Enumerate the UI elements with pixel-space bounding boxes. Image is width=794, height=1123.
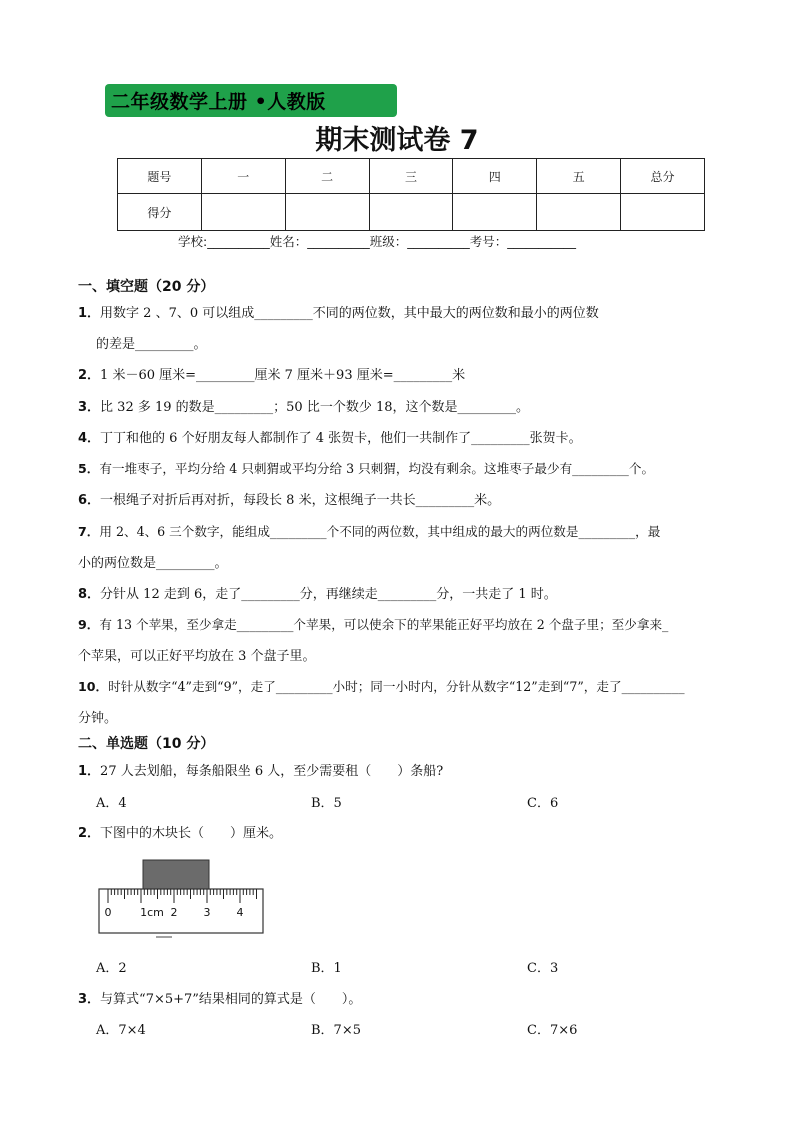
grade-badge-text: 二年级数学上册 •人教版 xyxy=(111,91,326,113)
option-a[interactable]: A．2 xyxy=(96,961,127,976)
wood-block xyxy=(143,860,209,890)
score-cell: 四 xyxy=(453,159,537,194)
option-b[interactable]: B．7×5 xyxy=(311,1023,361,1038)
question-line: 1．用数字 2 、7、0 可以组成_________不同的两位数，其中最大的两位数和最小的两位数 xyxy=(78,306,599,321)
score-input-cell[interactable] xyxy=(537,194,621,231)
option-c[interactable]: C．7×6 xyxy=(527,1023,578,1038)
score-input-cell[interactable] xyxy=(285,194,369,231)
question-line: 1．27 人去划船，每条船限坐 6 人，至少需要租（ ）条船? xyxy=(78,764,444,779)
ruler-label: 3 xyxy=(203,906,211,919)
score-input-cell[interactable] xyxy=(201,194,285,231)
ruler-label: 1cm xyxy=(140,906,164,919)
score-cell: 三 xyxy=(369,159,453,194)
option-c[interactable]: C．3 xyxy=(527,961,559,976)
question-line: 3．比 32 多 19 的数是_________；50 比一个数少 18，这个数是_________。 xyxy=(78,400,530,415)
score-input-cell[interactable] xyxy=(453,194,537,231)
question-line: 7．用 2、4、6 三个数字，能组成_________个不同的两位数，其中组成的最大的两位数是_________，最 xyxy=(78,524,661,539)
score-cell: 一 xyxy=(201,159,285,194)
question-line: 3．与算式“7×5+7”结果相同的算式是（ ）。 xyxy=(78,992,362,1007)
question-line: 小的两位数是_________。 xyxy=(78,556,228,571)
option-a[interactable]: A．4 xyxy=(96,796,127,811)
question-line: 2．1 米－60 厘米=_________厘米 7 厘米＋93 厘米=_________米 xyxy=(78,368,466,383)
score-table-header-row xyxy=(118,159,705,194)
question-line: 9．有 13 个苹果，至少拿走_________个苹果，可以使余下的苹果能正好平均放在 2 个盘子里；至少拿来_ xyxy=(78,617,669,632)
ruler-label: 2 xyxy=(170,906,178,919)
score-input-cell[interactable] xyxy=(621,194,705,231)
question-line: 个苹果，可以正好平均放在 3 个盘子里。 xyxy=(78,649,316,664)
question-line: 10．时针从数字“4”走到“9”，走了_________小时；同一小时内，分针从数字“12”走到“7”，走了__________ xyxy=(78,679,685,694)
section-heading: 二、单选题（10 分） xyxy=(78,736,215,752)
score-table-score-row xyxy=(118,194,705,231)
option-c[interactable]: C．6 xyxy=(527,796,559,811)
question-line: 4．丁丁和他的 6 个好朋友每人都制作了 4 张贺卡，他们一共制作了_________张贺卡。 xyxy=(78,431,582,446)
score-cell: 二 xyxy=(285,159,369,194)
question-line: 5．有一堆枣子，平均分给 4 只刺猬或平均分给 3 只刺猬，均没有剩余。这堆枣子最少有_________个。 xyxy=(78,461,655,476)
question-line: 分钟。 xyxy=(78,711,118,726)
ruler-label: 4 xyxy=(236,906,244,919)
exam-title: 期末测试卷 7 xyxy=(315,125,479,156)
option-a[interactable]: A．7×4 xyxy=(96,1023,146,1038)
student-info-line: 学校:__________姓名：__________班级：__________考号：___________ xyxy=(178,234,576,249)
score-input-cell[interactable] xyxy=(369,194,453,231)
score-table xyxy=(117,158,705,231)
section-heading: 一、填空题（20 分） xyxy=(78,279,215,295)
question-line: 6．一根绳子对折后再对折，每段长 8 米，这根绳子一共长_________米。 xyxy=(78,493,501,508)
question-line: 8．分针从 12 走到 6，走了_________分，再继续走_________分，一共走了 1 时。 xyxy=(78,587,557,602)
score-cell: 得分 xyxy=(118,194,202,231)
score-cell: 五 xyxy=(537,159,621,194)
question-line: 2．下图中的木块长（ ）厘米。 xyxy=(78,826,283,841)
option-b[interactable]: B．5 xyxy=(311,796,342,811)
option-b[interactable]: B．1 xyxy=(311,961,342,976)
ruler-label: 0 xyxy=(104,906,112,919)
score-cell: 总分 xyxy=(621,159,705,194)
question-line: 的差是_________。 xyxy=(96,337,207,352)
score-cell: 题号 xyxy=(118,159,202,194)
grade-badge xyxy=(105,84,397,117)
ruler-figure xyxy=(96,856,266,940)
